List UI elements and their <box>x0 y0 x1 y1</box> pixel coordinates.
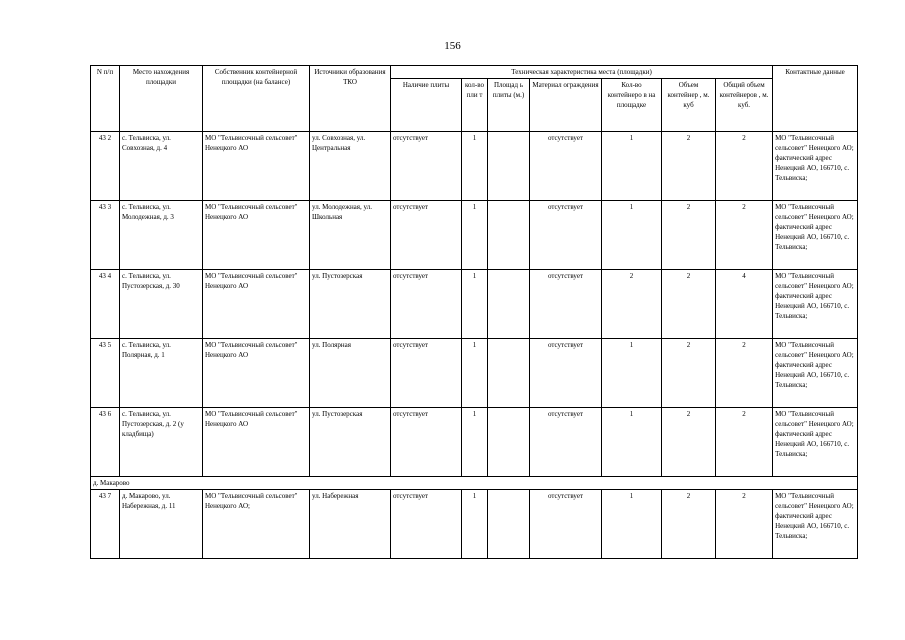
table-row <box>91 201 858 270</box>
cell-sources: ул. Полярная <box>310 339 391 408</box>
cell-slab-count: 1 <box>462 490 488 559</box>
cell-slab-count: 1 <box>462 339 488 408</box>
header-location: Место нахождения площадки <box>120 66 203 132</box>
cell-contacts: МО "Тельвисочный сельсовет" Ненецкого АО; фактический адрес Ненецкий АО, 166710, с. Тельвиска; <box>773 270 858 339</box>
cell-num: 43 2 <box>91 132 120 201</box>
cell-total-volume: 2 <box>716 201 773 270</box>
cell-slab-count: 1 <box>462 132 488 201</box>
cell-slab-area <box>488 132 530 201</box>
cell-container-volume: 2 <box>662 270 716 339</box>
cell-fence: отсутствует <box>530 270 602 339</box>
cell-contacts: МО "Тельвисочный сельсовет" Ненецкого АО; фактический адрес Ненецкий АО, 166710, с. Тельвиска; <box>773 339 858 408</box>
cell-sources: ул. Набережная <box>310 490 391 559</box>
cell-total-volume: 2 <box>716 132 773 201</box>
cell-fence: отсутствует <box>530 408 602 477</box>
cell-fence: отсутствует <box>530 490 602 559</box>
cell-owner: МО "Тельвисочный сельсовет" Ненецкого АО <box>203 339 310 408</box>
cell-sources: ул. Совхозная, ул. Центральная <box>310 132 391 201</box>
cell-contacts: МО "Тельвисочный сельсовет" Ненецкого АО; фактический адрес Ненецкий АО, 166710, с. Тельвиска; <box>773 408 858 477</box>
cell-contacts: МО "Тельвисочный сельсовет" Ненецкого АО; фактический адрес Ненецкий АО, 166710, с. Тельвиска; <box>773 201 858 270</box>
section-row <box>91 477 858 490</box>
header-slab-area: Площад ь плиты (м.) <box>488 79 530 132</box>
cell-slab-area <box>488 270 530 339</box>
cell-num: 43 4 <box>91 270 120 339</box>
header-total-volume: Общий объем контейнеров , м. куб. <box>716 79 773 132</box>
header-owner: Собственник контейнерной площадки (на балансе) <box>203 66 310 132</box>
cell-slabs: отсутствует <box>391 132 462 201</box>
cell-slab-area <box>488 408 530 477</box>
header-num: N п/п <box>91 66 120 132</box>
page-number: 156 <box>444 40 461 52</box>
cell-total-volume: 4 <box>716 270 773 339</box>
header-slabs: Наличие плиты <box>391 79 462 132</box>
header-container-count: Кол-во контейнеро в на площадке <box>602 79 662 132</box>
header-contacts: Контактные данные <box>773 66 858 132</box>
table-row <box>91 490 858 559</box>
cell-container-count: 2 <box>602 270 662 339</box>
header-sources: Источники образования ТКО <box>310 66 391 132</box>
cell-slab-count: 1 <box>462 408 488 477</box>
cell-container-volume: 2 <box>662 490 716 559</box>
cell-num: 43 7 <box>91 490 120 559</box>
cell-slab-count: 1 <box>462 270 488 339</box>
cell-location: с. Тельвиска, ул. Пустозерская, д. 30 <box>120 270 203 339</box>
cell-num: 43 6 <box>91 408 120 477</box>
cell-sources: ул. Пустозерская <box>310 270 391 339</box>
section-label: д. Макарово <box>91 477 858 490</box>
cell-container-count: 1 <box>602 408 662 477</box>
cell-total-volume: 2 <box>716 339 773 408</box>
cell-slabs: отсутствует <box>391 201 462 270</box>
cell-slab-count: 1 <box>462 201 488 270</box>
cell-owner: МО "Тельвисочный сельсовет" Ненецкого АО <box>203 201 310 270</box>
cell-location: с. Тельвиска, ул. Полярная, д. 1 <box>120 339 203 408</box>
cell-owner: МО "Тельвисочный сельсовет" Ненецкого АО; <box>203 490 310 559</box>
cell-container-count: 1 <box>602 132 662 201</box>
cell-total-volume: 2 <box>716 490 773 559</box>
cell-container-volume: 2 <box>662 408 716 477</box>
table-row <box>91 270 858 339</box>
cell-total-volume: 2 <box>716 408 773 477</box>
header-fence: Материал ограждения <box>530 79 602 132</box>
cell-container-count: 1 <box>602 490 662 559</box>
cell-contacts: МО "Тельвисочный сельсовет" Ненецкого АО; фактический адрес Ненецкий АО, 166710, с. Тельвиска; <box>773 132 858 201</box>
cell-owner: МО "Тельвисочный сельсовет" Ненецкого АО <box>203 270 310 339</box>
cell-slabs: отсутствует <box>391 270 462 339</box>
cell-num: 43 5 <box>91 339 120 408</box>
cell-fence: отсутствует <box>530 201 602 270</box>
cell-location: с. Тельвиска, ул. Совхозная, д. 4 <box>120 132 203 201</box>
cell-container-count: 1 <box>602 201 662 270</box>
header-slab-count: кол-во пли т <box>462 79 488 132</box>
cell-container-count: 1 <box>602 339 662 408</box>
cell-slabs: отсутствует <box>391 408 462 477</box>
table-row <box>91 408 858 477</box>
cell-container-volume: 2 <box>662 201 716 270</box>
cell-num: 43 3 <box>91 201 120 270</box>
cell-slab-area <box>488 490 530 559</box>
cell-fence: отсутствует <box>530 132 602 201</box>
cell-container-volume: 2 <box>662 339 716 408</box>
table-row <box>91 339 858 408</box>
cell-location: с. Тельвиска, ул. Пустозерская, д. 2 (у кладбища) <box>120 408 203 477</box>
cell-owner: МО "Тельвисочный сельсовет" Ненецкого АО <box>203 408 310 477</box>
registry-table <box>90 65 858 559</box>
cell-contacts: МО "Тельвисочный сельсовет" Ненецкого АО; фактический адрес Ненецкий АО, 166710, с. Тельвиска; <box>773 490 858 559</box>
cell-container-volume: 2 <box>662 132 716 201</box>
cell-fence: отсутствует <box>530 339 602 408</box>
header-container-volume: Объем контейнер , м. куб <box>662 79 716 132</box>
cell-sources: ул. Молодежная, ул. Школьная <box>310 201 391 270</box>
header-tech: Техническая характеристика места (площадки) <box>391 66 773 79</box>
cell-location: с. Тельвиска, ул. Молодежная, д. 3 <box>120 201 203 270</box>
cell-location: д. Макарово, ул. Набережная, д. 11 <box>120 490 203 559</box>
cell-slabs: отсутствует <box>391 339 462 408</box>
cell-slabs: отсутствует <box>391 490 462 559</box>
header-row <box>91 66 858 79</box>
cell-sources: ул. Пустозерская <box>310 408 391 477</box>
table-row <box>91 132 858 201</box>
cell-slab-area <box>488 201 530 270</box>
cell-slab-area <box>488 339 530 408</box>
cell-owner: МО "Тельвисочный сельсовет" Ненецкого АО <box>203 132 310 201</box>
